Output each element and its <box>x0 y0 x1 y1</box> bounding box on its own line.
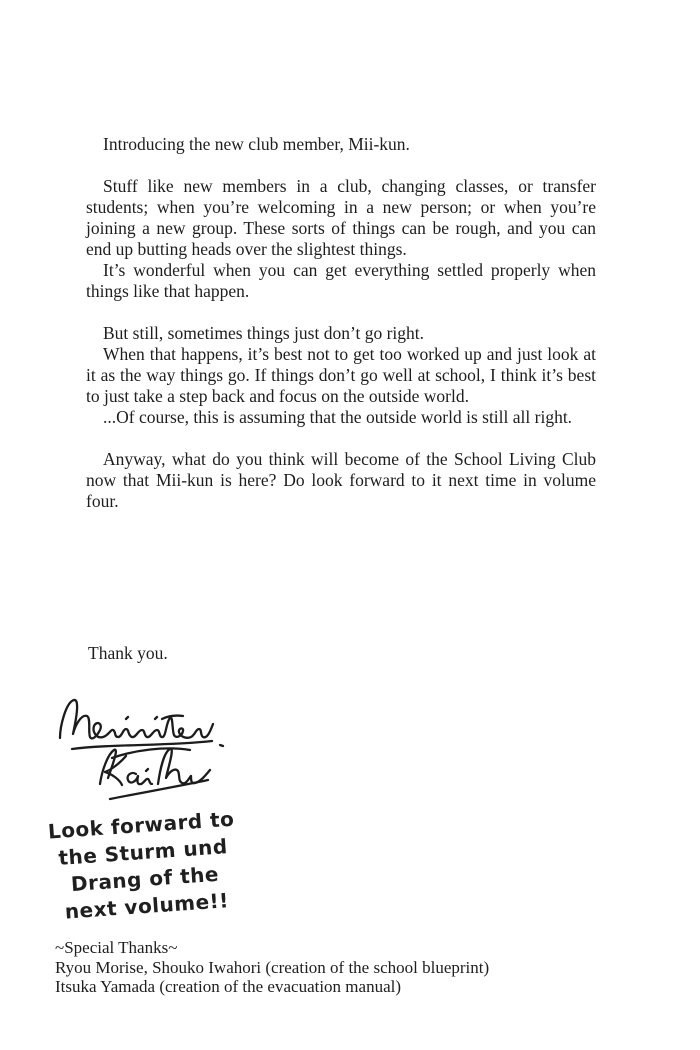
signature-i-dot <box>146 769 148 771</box>
paragraph-wonderful: It’s wonderful when you can get everything settled properly when things like that happen. <box>86 260 596 301</box>
paragraph-new-members: Stuff like new members in a club, changing classes, or transfer students; when you’re welcoming in a new person; or when you’re joining a new group. These sorts of things can be rough, and you can end up butting heads over the slightest things. <box>86 176 596 259</box>
paragraph-when-that-happens: When that happens, it’s best not to get too worked up and just look at it as the way things go. If things don’t go well at school, I think it’s best to just take a step back and focus on the outside world. <box>86 344 596 406</box>
signature-i-dot <box>126 717 128 719</box>
signature-word-norimitsu <box>60 700 213 738</box>
afterword-body <box>86 134 596 512</box>
paragraph-but-still: But still, sometimes things just don’t go right. <box>103 323 425 343</box>
special-thanks <box>55 938 489 997</box>
note-line: next volume!! <box>64 888 230 924</box>
thank-you-text: Thank you. <box>88 643 168 663</box>
paragraph-intro: Introducing the new club member, Mii-kun. <box>103 134 410 154</box>
signature-i-dot <box>155 717 157 719</box>
paragraph-of-course: ...Of course, this is assuming that the outside world is still all right. <box>103 407 573 427</box>
signature-k-arms <box>105 756 126 785</box>
signature-underline-dot <box>220 745 223 746</box>
special-thanks-credit: Itsuka Yamada (creation of the evacuation manual) <box>55 977 402 996</box>
note-line: Drang of the <box>70 861 220 897</box>
special-thanks-heading: ~Special Thanks~ <box>55 938 178 957</box>
note-line: Look forward to <box>47 806 236 844</box>
paragraph-anyway: Anyway, what do you think will become of the School Living Club now that Mii-kun is here? Do look forward to it next time in volume four. <box>86 449 596 511</box>
author-signature <box>50 686 250 808</box>
signature-cross-flourish <box>112 748 190 758</box>
special-thanks-credit: Ryou Morise, Shouko Iwahori (creation of the school blueprint) <box>55 957 490 977</box>
note-line: the Sturm und <box>57 834 229 870</box>
signature-underline-1 <box>72 741 212 749</box>
signature-ai <box>128 773 152 784</box>
handwritten-note <box>38 805 249 927</box>
signature-hu <box>158 749 210 784</box>
